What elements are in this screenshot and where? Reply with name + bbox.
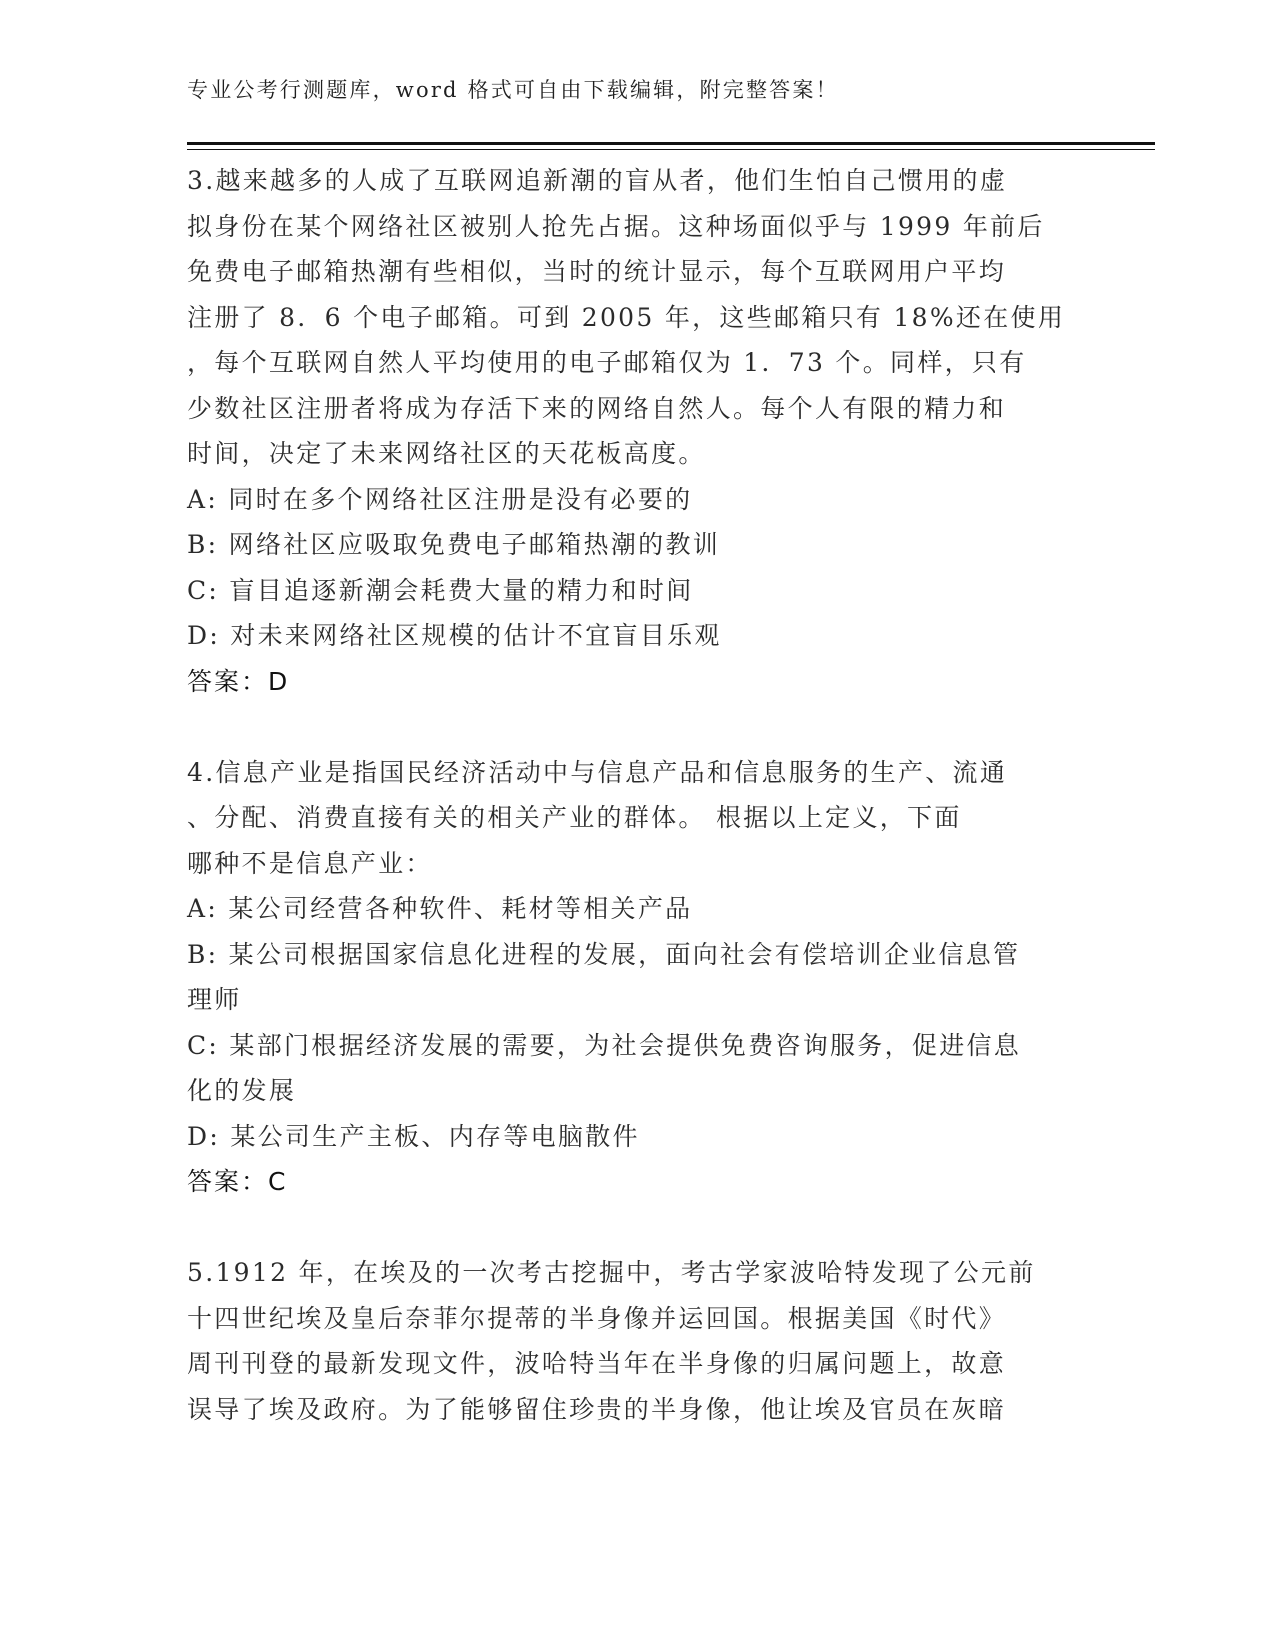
question-stem-line: 哪种不是信息产业： <box>187 848 433 878</box>
option-d: D: 某公司生产主板、内存等电脑散件 <box>187 1121 640 1151</box>
header-rule-thick <box>187 142 1155 145</box>
question-stem-line: 4.信息产业是指国民经济活动中与信息产品和信息服务的生产、流通 <box>187 757 1008 787</box>
question-stem-line: 周刊刊登的最新发现文件，波哈特当年在半身像的归属问题上，故意 <box>187 1349 1007 1378</box>
question-spacer <box>187 1205 1087 1251</box>
question-5 <box>187 1250 1087 1432</box>
option-b-continued: 理师 <box>187 985 242 1014</box>
option-c-continued: 化的发展 <box>187 1076 297 1105</box>
question-stem-line: 误导了埃及政府。为了能够留住珍贵的半身像，他让埃及官员在灰暗 <box>187 1394 1007 1424</box>
option-c: C: 某部门根据经济发展的需要，为社会提供免费咨询服务，促进信息 <box>187 1030 1022 1060</box>
question-stem-line: 少数社区注册者将成为存活下来的网络自然人。每个人有限的精力和 <box>187 393 1007 423</box>
question-stem-line: 注册了 8．6 个电子邮箱。可到 2005 年，这些邮箱只有 18%还在使用 <box>187 302 1066 332</box>
option-d: D: 对未来网络社区规模的估计不宜盲目乐观 <box>187 621 722 650</box>
question-spacer <box>187 704 1087 750</box>
header-rule-thin <box>187 149 1155 150</box>
question-stem-line: 3.越来越多的人成了互联网追新潮的盲从者，他们生怕自己惯用的虚 <box>187 166 1008 195</box>
question-stem-line: 十四世纪埃及皇后奈菲尔提蒂的半身像并运回国。根据美国《时代》 <box>187 1303 1007 1333</box>
question-stem-line: 、分配、消费直接有关的相关产业的群体。 根据以上定义，下面 <box>187 803 962 832</box>
answer-label: 答案：D <box>187 666 290 696</box>
document-body <box>187 158 1087 1432</box>
question-stem-line: 拟身份在某个网络社区被别人抢先占据。这种场面似乎与 1999 年前后 <box>187 211 1045 241</box>
answer-label: 答案：C <box>187 1167 288 1196</box>
option-c: C: 盲目追逐新潮会耗费大量的精力和时间 <box>187 575 694 605</box>
option-a: A: 某公司经营各种软件、耗材等相关产品 <box>187 894 693 923</box>
question-stem-line: ，每个互联网自然人平均使用的电子邮箱仅为 1．73 个。同样，只有 <box>187 348 1027 377</box>
question-stem-line: 时间，决定了未来网络社区的天花板高度。 <box>187 439 706 468</box>
option-b: B: 某公司根据国家信息化进程的发展，面向社会有偿培训企业信息管 <box>187 939 1021 969</box>
option-a: A: 同时在多个网络社区注册是没有必要的 <box>187 484 693 514</box>
page-header: 专业公考行测题库，word 格式可自由下载编辑，附完整答案！ <box>187 78 839 102</box>
question-stem-line: 免费电子邮箱热潮有些相似，当时的统计显示，每个互联网用户平均 <box>187 257 1007 286</box>
question-3 <box>187 158 1087 704</box>
option-b: B: 网络社区应吸取免费电子邮箱热潮的教训 <box>187 530 721 559</box>
question-4 <box>187 750 1087 1205</box>
question-stem-line: 5.1912 年，在埃及的一次考古挖掘中，考古学家波哈特发现了公元前 <box>187 1258 1036 1287</box>
